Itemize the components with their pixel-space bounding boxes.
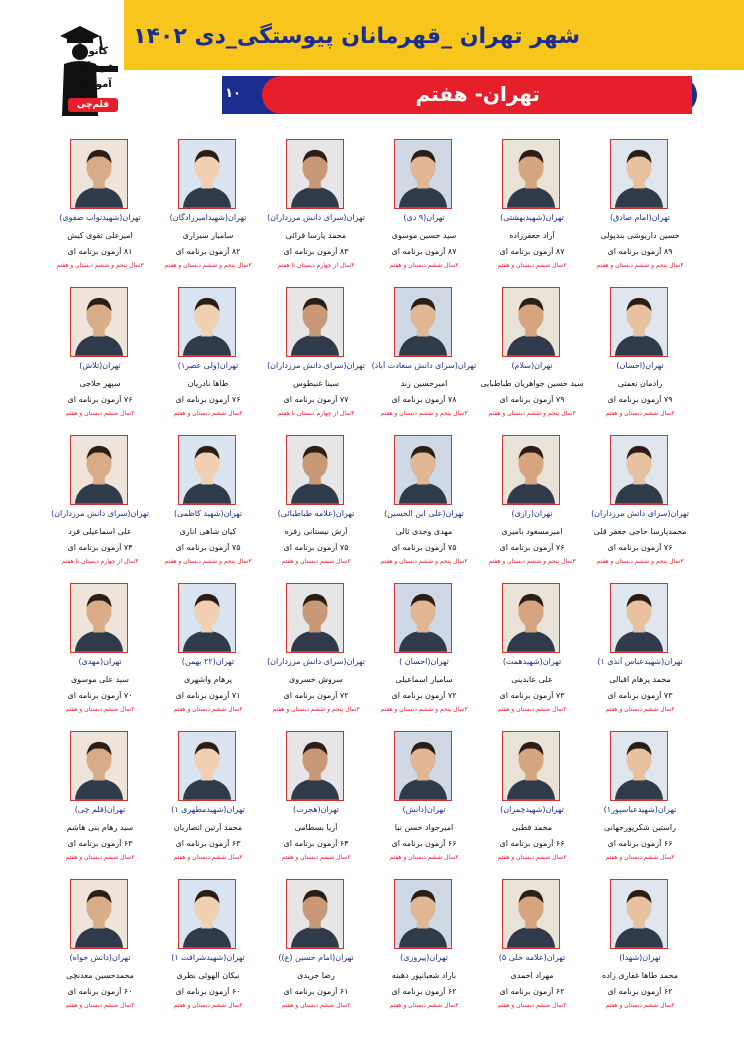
student-name: سید حسین جواهریان طباطبایی xyxy=(480,379,584,388)
person-photo-icon xyxy=(179,584,235,652)
student-card xyxy=(153,574,263,719)
student-years: ۲سال ششم دبستان و هفتم xyxy=(497,262,567,269)
student-school: تهران(سرای دانش مرزداران) xyxy=(51,509,149,518)
student-card xyxy=(45,574,155,719)
student-school: تهران(هجرت) xyxy=(293,805,339,814)
student-school: تهران(سلام) xyxy=(511,361,553,370)
person-photo-icon xyxy=(611,880,667,948)
student-card xyxy=(153,130,263,275)
person-photo-icon xyxy=(179,140,235,208)
student-exam-count: ۷۱ آزمون برنامه ای xyxy=(175,691,241,700)
student-exam-count: ۶۳ آزمون برنامه ای xyxy=(175,839,241,848)
student-exam-count: ۶۱ آزمون برنامه ای xyxy=(283,987,349,996)
person-photo-icon xyxy=(71,732,127,800)
student-photo xyxy=(70,139,128,209)
student-name: سپهر حلاجی xyxy=(79,379,121,388)
student-name: محمد طاها غفاری زاده xyxy=(602,971,678,980)
student-card xyxy=(477,574,587,719)
student-photo xyxy=(70,879,128,949)
student-card xyxy=(45,426,155,571)
student-years: ۲سال ششم دبستان و هفتم xyxy=(173,410,243,417)
student-school: تهران(دانش خواه) xyxy=(69,953,131,962)
student-card xyxy=(369,722,479,867)
student-years: ۳سال پنجم و ششم دبستان و هفتم xyxy=(164,558,252,565)
student-years: ۲سال ششم دبستان و هفتم xyxy=(281,558,351,565)
student-photo xyxy=(286,139,344,209)
student-name: سامیار سبزاری xyxy=(182,231,234,240)
student-card xyxy=(585,278,695,423)
student-school: تهران(سرای دانش مرزداران) xyxy=(267,657,365,666)
logo-line-1: کانون xyxy=(79,46,109,57)
student-card xyxy=(369,278,479,423)
student-card xyxy=(477,722,587,867)
page-title: شهر تهران _قهرمانان پیوستگی_دی ۱۴۰۲ xyxy=(133,24,580,49)
student-card xyxy=(477,130,587,275)
student-years: ۲سال ششم دبستان و هفتم xyxy=(497,854,567,861)
student-name: محمدپارسا حاجی جعفر قلی xyxy=(593,527,687,536)
student-school: تهران(قلم چی) xyxy=(74,805,126,814)
student-school: تهران(پیروزی) xyxy=(400,953,448,962)
student-photo xyxy=(286,435,344,505)
person-photo-icon xyxy=(395,140,451,208)
student-card xyxy=(369,870,479,1015)
student-photo xyxy=(178,583,236,653)
student-card xyxy=(369,130,479,275)
student-school: تهران(شهیدنواب صفوی) xyxy=(59,213,141,222)
student-photo xyxy=(394,583,452,653)
student-card xyxy=(153,426,263,571)
student-name: امیرجواد حسن نیا xyxy=(394,823,454,832)
person-photo-icon xyxy=(287,288,343,356)
student-school: تهران(۲۲ بهمن) xyxy=(181,657,235,666)
student-photo xyxy=(610,583,668,653)
student-name: باراد شعبانپور دهبنه xyxy=(391,971,457,980)
student-name: سینا غنیطوس xyxy=(293,379,339,388)
student-years: ۲سال ششم دبستان و هفتم xyxy=(173,854,243,861)
student-name: پرهام واشهری xyxy=(184,675,232,684)
student-years: ۳سال پنجم و ششم دبستان و هفتم xyxy=(488,410,576,417)
student-school: تهران(شهیدامیرزادگان) xyxy=(169,213,247,222)
person-photo-icon xyxy=(611,584,667,652)
student-years: ۲سال ششم دبستان و هفتم xyxy=(389,1002,459,1009)
person-photo-icon xyxy=(395,288,451,356)
student-card xyxy=(261,130,371,275)
student-card xyxy=(261,574,371,719)
student-name: مهدی وجدی ثالی xyxy=(395,527,453,536)
student-school: تهران(مهدی) xyxy=(78,657,122,666)
student-name: محمدحسین معدنچی xyxy=(66,971,134,980)
student-photo xyxy=(70,583,128,653)
student-photo xyxy=(502,139,560,209)
student-school: تهران(امام صادق) xyxy=(609,213,671,222)
person-photo-icon xyxy=(503,288,559,356)
student-name: سروش خسروی xyxy=(289,675,343,684)
student-photo xyxy=(502,583,560,653)
student-photo xyxy=(610,435,668,505)
student-photo xyxy=(610,139,668,209)
student-photo xyxy=(70,435,128,505)
student-years: ۲سال ششم دبستان و هفتم xyxy=(605,410,675,417)
student-card xyxy=(477,426,587,571)
person-photo-icon xyxy=(395,880,451,948)
student-years: ۲سال ششم دبستان و هفتم xyxy=(497,1002,567,1009)
student-years: ۴سال از چهارم دبستان تا هفتم xyxy=(277,410,355,417)
student-exam-count: ۷۹ آزمون برنامه ای xyxy=(499,395,565,404)
student-school: تهران(رازی) xyxy=(511,509,553,518)
person-photo-icon xyxy=(71,436,127,504)
section-title: تهران- هفتم xyxy=(415,82,540,106)
student-name: طاها نادریان xyxy=(187,379,229,388)
student-exam-count: ۷۳ آزمون برنامه ای xyxy=(607,691,673,700)
student-school: تهران(شهیدهمت) xyxy=(502,657,562,666)
student-exam-count: ۷۲ آزمون برنامه ای xyxy=(391,691,457,700)
student-name: محمد آرتین انصاریان xyxy=(173,823,243,832)
student-photo xyxy=(394,139,452,209)
logo-badge: قلم‌چی xyxy=(68,98,118,112)
student-photo xyxy=(70,287,128,357)
person-photo-icon xyxy=(179,732,235,800)
person-photo-icon xyxy=(611,436,667,504)
student-school: تهران(احسان) xyxy=(616,361,664,370)
student-photo xyxy=(502,287,560,357)
person-photo-icon xyxy=(503,436,559,504)
student-school: تهران(ولی عصر۱) xyxy=(177,361,239,370)
student-name: امیرعلی تقوی کیش xyxy=(67,231,133,240)
person-photo-icon xyxy=(179,880,235,948)
student-years: ۲سال ششم دبستان و هفتم xyxy=(65,1002,135,1009)
student-school: تهران(علامه حلی ۵) xyxy=(498,953,566,962)
student-name: سید علی موسوی xyxy=(70,675,129,684)
student-years: ۲سال ششم دبستان و هفتم xyxy=(605,854,675,861)
student-photo xyxy=(286,731,344,801)
student-card xyxy=(585,870,695,1015)
student-exam-count: ۷۴ آزمون برنامه ای xyxy=(67,543,133,552)
student-years: ۳سال پنجم و ششم دبستان و هفتم xyxy=(596,558,684,565)
student-photo xyxy=(502,435,560,505)
student-name: رادمان نعمتی xyxy=(617,379,663,388)
student-exam-count: ۷۶ آزمون برنامه ای xyxy=(175,395,241,404)
student-exam-count: ۷۷ آزمون برنامه ای xyxy=(283,395,349,404)
student-card xyxy=(261,278,371,423)
student-school: تهران(۹ دی) xyxy=(403,213,445,222)
person-photo-icon xyxy=(503,584,559,652)
student-photo xyxy=(610,287,668,357)
student-years: ۴سال از چهارم دبستان تا هفتم xyxy=(61,558,139,565)
page-header xyxy=(0,0,744,125)
student-years: ۲سال ششم دبستان و هفتم xyxy=(65,410,135,417)
student-photo xyxy=(286,583,344,653)
student-years: ۳سال پنجم و ششم دبستان و هفتم xyxy=(380,558,468,565)
logo-line-3: آموزش xyxy=(76,79,112,90)
student-years: ۲سال ششم دبستان و هفتم xyxy=(605,1002,675,1009)
student-photo xyxy=(178,879,236,949)
student-school: تهران(شهید کاظمی) xyxy=(173,509,243,518)
student-school: تهران(شهیدعباس آندی ۱) xyxy=(597,657,683,666)
student-name: علی عابدینی xyxy=(511,675,553,684)
student-school: تهران(تلاش) xyxy=(79,361,121,370)
person-photo-icon xyxy=(179,436,235,504)
person-photo-icon xyxy=(395,732,451,800)
student-exam-count: ۸۷ آزمون برنامه ای xyxy=(499,247,565,256)
student-photo xyxy=(178,287,236,357)
student-exam-count: ۸۱ آزمون برنامه ای xyxy=(67,247,133,256)
student-card xyxy=(45,278,155,423)
student-name: سامیار اسماعیلی xyxy=(395,675,453,684)
student-exam-count: ۶۰ آزمون برنامه ای xyxy=(175,987,241,996)
student-school: تهران(احسان ) xyxy=(399,657,449,666)
student-photo xyxy=(502,731,560,801)
student-school: تهران(امام حسین (ع)) xyxy=(278,953,354,962)
student-exam-count: ۶۲ آزمون برنامه ای xyxy=(607,987,673,996)
student-years: ۲سال ششم دبستان و هفتم xyxy=(389,854,459,861)
student-years: ۳سال پنجم و ششم دبستان و هفتم xyxy=(164,262,252,269)
person-photo-icon xyxy=(503,732,559,800)
student-years: ۲سال ششم دبستان و هفتم xyxy=(65,854,135,861)
student-school: تهران(سرای دانش مرزداران) xyxy=(591,509,689,518)
student-years: ۲سال ششم دبستان و هفتم xyxy=(65,706,135,713)
student-card xyxy=(153,870,263,1015)
student-name: سید رهام بنی هاشم xyxy=(66,823,134,832)
student-card xyxy=(153,722,263,867)
student-name: آراد جعفرزاده xyxy=(509,231,555,240)
student-photo xyxy=(394,879,452,949)
person-photo-icon xyxy=(287,732,343,800)
student-photo xyxy=(178,435,236,505)
student-name: امیرحسین زند xyxy=(400,379,448,388)
student-photo xyxy=(70,731,128,801)
student-years: ۳سال پنجم و ششم دبستان و هفتم xyxy=(488,558,576,565)
student-exam-count: ۶۲ آزمون برنامه ای xyxy=(391,987,457,996)
person-photo-icon xyxy=(611,288,667,356)
student-name: راستین شکرپورجهانی xyxy=(604,823,676,832)
student-name: کیان شاهی انارى xyxy=(179,527,237,536)
person-photo-icon xyxy=(395,436,451,504)
student-photo xyxy=(610,879,668,949)
student-school: تهران(سرای دانش مرزداران) xyxy=(267,361,365,370)
student-exam-count: ۸۷ آزمون برنامه ای xyxy=(391,247,457,256)
student-school: تهران(علی ابن الحسین) xyxy=(384,509,464,518)
student-exam-count: ۷۰ آزمون برنامه ای xyxy=(67,691,133,700)
student-exam-count: ۸۳ آزمون برنامه ای xyxy=(283,247,349,256)
student-name: علی اسماعیلی فرد xyxy=(68,527,132,536)
student-exam-count: ۶۲ آزمون برنامه ای xyxy=(499,987,565,996)
student-card xyxy=(45,130,155,275)
student-photo xyxy=(286,879,344,949)
person-photo-icon xyxy=(287,436,343,504)
student-photo xyxy=(394,435,452,505)
person-photo-icon xyxy=(503,880,559,948)
student-school: تهران(سرای دانش مرزداران) xyxy=(267,213,365,222)
student-photo xyxy=(178,731,236,801)
student-card xyxy=(585,722,695,867)
student-exam-count: ۶۶ آزمون برنامه ای xyxy=(391,839,457,848)
student-card xyxy=(585,426,695,571)
student-school: تهران(دانش) xyxy=(402,805,446,814)
person-photo-icon xyxy=(71,288,127,356)
student-years: ۳سال پنجم و ششم دبستان و هفتم xyxy=(380,706,468,713)
student-name: مهراد احمدی xyxy=(510,971,554,980)
student-name: محمد پارسا قرائی xyxy=(285,231,347,240)
person-photo-icon xyxy=(287,584,343,652)
student-card xyxy=(369,574,479,719)
person-photo-icon xyxy=(611,732,667,800)
student-exam-count: ۷۵ آزمون برنامه ای xyxy=(391,543,457,552)
student-name: حسین داریوشی بندپولی xyxy=(600,231,680,240)
student-name: آریا بسطامی xyxy=(294,823,338,832)
student-years: ۲سال ششم دبستان و هفتم xyxy=(173,1002,243,1009)
student-school: تهران(علامه طباطبائی) xyxy=(277,509,355,518)
person-photo-icon xyxy=(71,140,127,208)
student-photo xyxy=(610,731,668,801)
student-exam-count: ۷۲ آزمون برنامه ای xyxy=(283,691,349,700)
student-photo xyxy=(502,879,560,949)
student-years: ۲سال ششم دبستان و هفتم xyxy=(389,262,459,269)
student-exam-count: ۷۸ آزمون برنامه ای xyxy=(391,395,457,404)
student-card xyxy=(45,870,155,1015)
student-exam-count: ۶۳ آزمون برنامه ای xyxy=(67,839,133,848)
student-exam-count: ۶۰ آزمون برنامه ای xyxy=(67,987,133,996)
student-photo xyxy=(394,287,452,357)
student-card xyxy=(369,426,479,571)
person-photo-icon xyxy=(71,584,127,652)
student-card xyxy=(585,130,695,275)
student-years: ۲سال ششم دبستان و هفتم xyxy=(605,706,675,713)
student-years: ۲سال ششم دبستان و هفتم xyxy=(497,706,567,713)
student-card xyxy=(261,870,371,1015)
student-exam-count: ۷۶ آزمون برنامه ای xyxy=(67,395,133,404)
student-school: تهران(شهیدبهشتی) xyxy=(500,213,564,222)
student-school: تهران(شهدا) xyxy=(619,953,661,962)
student-name: سید حسین موسوی xyxy=(391,231,457,240)
student-name: رضا جریدی xyxy=(297,971,335,980)
student-exam-count: ۷۹ آزمون برنامه ای xyxy=(607,395,673,404)
student-school: تهران(سرای دانش سعادت آباد) xyxy=(371,361,477,370)
person-photo-icon xyxy=(503,140,559,208)
student-name: محمد قطبی xyxy=(511,823,553,832)
student-exam-count: ۷۵ آزمون برنامه ای xyxy=(175,543,241,552)
student-years: ۲سال ششم دبستان و هفتم xyxy=(173,706,243,713)
page-number: ۱۰ xyxy=(225,86,241,101)
student-exam-count: ۶۶ آزمون برنامه ای xyxy=(499,839,565,848)
student-name: محمد پرهام اقبالی xyxy=(609,675,671,684)
student-school: تهران(شهیدشرافت ۱) xyxy=(171,953,245,962)
student-school: تهران(شهیدعباسپور۱) xyxy=(603,805,677,814)
student-exam-count: ۷۳ آزمون برنامه ای xyxy=(499,691,565,700)
student-card xyxy=(45,722,155,867)
student-card xyxy=(477,870,587,1015)
student-exam-count: ۷۶ آزمون برنامه ای xyxy=(607,543,673,552)
student-years: ۴سال پنجم و ششم دبستان و هفتم xyxy=(596,262,684,269)
student-exam-count: ۶۶ آزمون برنامه ای xyxy=(607,839,673,848)
student-years: ۳سال پنجم و ششم دبستان و هفتم xyxy=(272,706,360,713)
student-name: امیرمسعود بامیری xyxy=(501,527,563,536)
person-photo-icon xyxy=(611,140,667,208)
student-exam-count: ۷۶ آزمون برنامه ای xyxy=(499,543,565,552)
person-photo-icon xyxy=(71,880,127,948)
student-name: آرش نیستانی زفره xyxy=(284,527,348,536)
student-name: نیکان الهوئی نظری xyxy=(176,971,240,980)
student-card xyxy=(153,278,263,423)
student-years: ۲سال ششم دبستان و هفتم xyxy=(281,854,351,861)
student-exam-count: ۸۲ آزمون برنامه ای xyxy=(175,247,241,256)
student-photo xyxy=(286,287,344,357)
person-photo-icon xyxy=(287,140,343,208)
student-years: ۴سال از چهارم دبستان تا هفتم xyxy=(277,262,355,269)
person-photo-icon xyxy=(179,288,235,356)
student-years: ۳سال پنجم و ششم دبستان و هفتم xyxy=(380,410,468,417)
student-photo xyxy=(394,731,452,801)
student-card xyxy=(261,426,371,571)
student-card xyxy=(477,278,587,423)
student-exam-count: ۶۴ آزمون برنامه ای xyxy=(283,839,349,848)
student-years: ۲سال ششم دبستان و هفتم xyxy=(281,1002,351,1009)
student-grid xyxy=(45,130,690,1045)
person-photo-icon xyxy=(395,584,451,652)
student-card xyxy=(585,574,695,719)
student-photo xyxy=(178,139,236,209)
student-card xyxy=(261,722,371,867)
student-school: تهران(شهیدمطهری ۱) xyxy=(171,805,245,814)
logo-line-2: فرهنگی xyxy=(74,62,114,73)
student-exam-count: ۷۵ آزمون برنامه ای xyxy=(283,543,349,552)
person-photo-icon xyxy=(287,880,343,948)
student-exam-count: ۸۹ آزمون برنامه ای xyxy=(607,247,673,256)
student-school: تهران(شهیدچمران) xyxy=(500,805,564,814)
student-years: ۳سال پنجم و ششم دبستان و هفتم xyxy=(56,262,144,269)
